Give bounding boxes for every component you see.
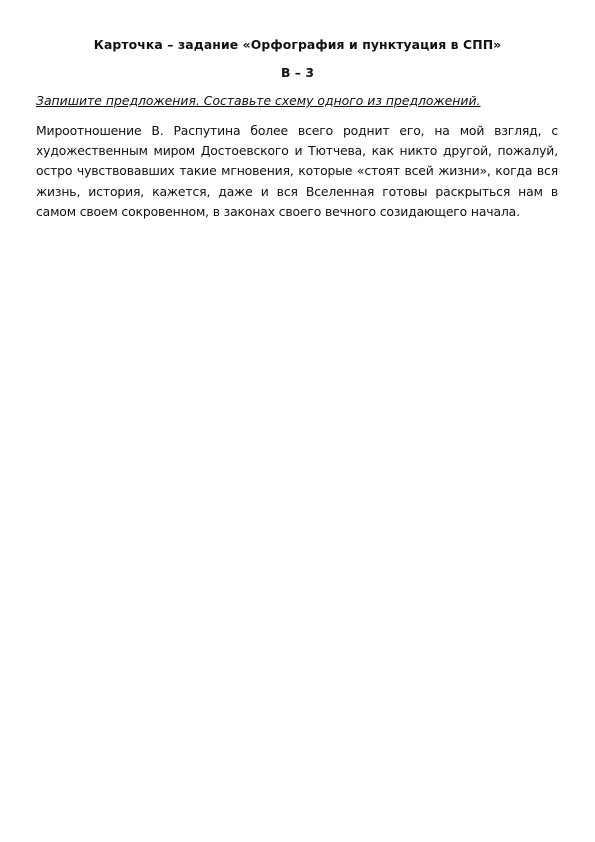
card-title: Карточка – задание «Орфография и пунктуация в СПП» <box>93 37 502 52</box>
exercise-text: Мироотношение В. Распутина более всего роднит его, на мой взгляд, с художественным миром Достоевского и Тютчева, как никто другой, пожалуй, остро чувствовавших такие мгновения, которые «стоят всей жизни», когда вся жизнь, история, кажется, даже и вся Вселенная готовы раскрыться нам в самом своем сокровенном, в законах своего вечного созидающего начала. <box>36 123 558 219</box>
task-instruction: Запишите предложения. Составьте схему одного из предложений. <box>36 93 481 108</box>
variant-label: В – 3 <box>281 65 314 80</box>
